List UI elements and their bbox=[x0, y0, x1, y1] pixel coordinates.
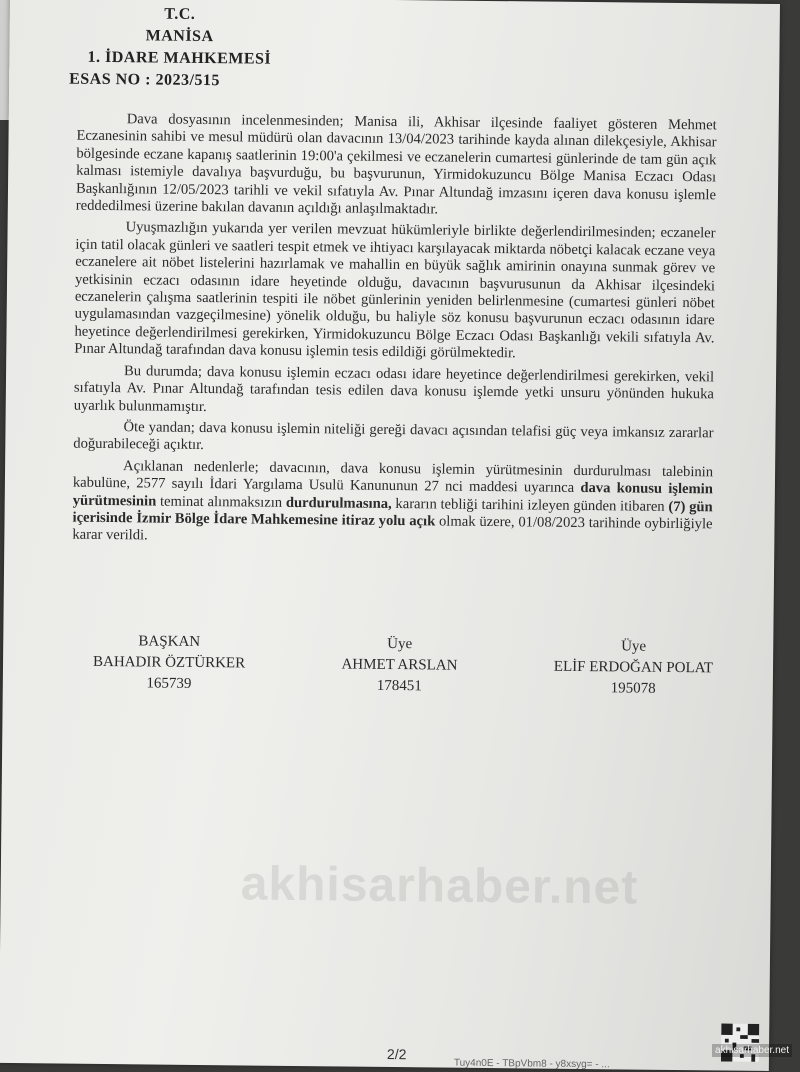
page-number: 2/2 bbox=[386, 1045, 407, 1063]
signature-member-1 bbox=[341, 633, 458, 697]
p5-bold-b: dava konusu işlemin yürütmesinin bbox=[72, 480, 713, 510]
paragraph-3: Bu durumda; dava konusu işlemin eczacı odası idare heyetince değerlendirilmesi gerekirken, vekil sıfatıyla Av. Pınar Altundağ tarafından tesis edilen dava konusu işlemde yetki unsuru yönünden hukuka uyarlık bulunmamıştır. bbox=[73, 362, 715, 415]
p5-text-a: Açıklanan nedenlerle; davacının, dava konusu işlemin yürütmesinin durdurulması talebinin kabulüne, 2577 sayılı İdari Yargılama Usulü Kanununun 27 nci maddesi uyarınca bbox=[72, 457, 714, 497]
header-court: 1. İDARE MAHKEMESİ bbox=[87, 48, 272, 68]
watermark-text: akhisarhaber.net bbox=[240, 857, 639, 915]
signature-number: 178451 bbox=[376, 677, 422, 695]
site-badge: akhisarhaber.net bbox=[712, 1044, 792, 1057]
signature-role: BAŞKAN bbox=[138, 633, 201, 650]
signature-president bbox=[93, 631, 246, 696]
header-tc: T.C. bbox=[164, 5, 196, 23]
p5-bold-f: (7) gün içerisinde İzmir Bölge İdare Mahkemesine itiraz yolu açık bbox=[72, 498, 713, 530]
signature-role: Üye bbox=[387, 635, 413, 653]
signature-name: BAHADIR ÖZTÜRKER bbox=[92, 653, 246, 672]
p5-text-g: olmak üzere, 01/08/2023 tarihinde oybirliğiyle karar verildi. bbox=[72, 513, 713, 544]
signature-number: 165739 bbox=[146, 675, 192, 692]
signature-name: AHMET ARSLAN bbox=[341, 656, 458, 674]
paragraph-1: Dava dosyasının incelenmesinden; Manisa ili, Akhisar ilçesinde faaliyet gösteren Mehmet Eczanesinin sahibi ve mesul müdürü olan davacının 13/04/2023 tarihinde kayda alınan dilekçesiyle, Akhisar bölgesinde eczane kapanış saatlerinin 19:00'a çekilmesi ve eczanelerin cumartesi günlerinde de tam gün açık kalması istemiyle davalıya başvurduğu, bu başvurunun, Yirmidokuzuncu Bölge Manisa Eczacı Odası Başkanlığının 12/05/2023 tarihli ve vekil sıfatıyla Av. Pınar Altundağ imzasını içeren dava konusu işlemle reddedilmesi üzerine bakılan davanın açıldığı anlaşılmaktadır. bbox=[75, 111, 717, 218]
paragraph-5 bbox=[72, 457, 713, 551]
decision-body bbox=[72, 111, 717, 555]
signature-member-2 bbox=[554, 636, 714, 701]
p5-text-e: kararın tebliği tarihini izleyen günden itibaren bbox=[391, 495, 669, 515]
court-header bbox=[69, 3, 290, 93]
paragraph-2: Uyuşmazlığın yukarıda yer verilen mevzuat hükümleriyle birlikte değerlendirilmesinden; eczaneler için tatil olacak günleri ve saatleri tespit etmek ve ihtiyacı karşılayacak miktarda nöbetçi kalacak eczane veya eczanelere ait nöbet listelerini hazırlamak ve mahallin en büyük sağlık amirinin onayına sunmak görev ve yetkisinin eczacı odasının idare heyetinde olduğu, davacının başvurusunun da Akhisar ilçesindeki eczanelerin çalışma saatlerinin tespiti ile nöbet günlerinin yeniden belirlenmesine (cumartesi günleri nöbet uygulamasından vazgeçilmesine) yönelik olduğu, bu haliyle söz konusu başvurunun eczacı odasının idare heyetince değerlendirilmesi gerekirken, Yirmidokuzuncu Bölge Eczacı Odası Başkanlığı vekili sıfatıyla Av. Pınar Altundağ tarafından dava konusu işlemin tesis edildiği görülmektedir. bbox=[74, 219, 716, 362]
p5-text-c: teminat alınmaksızın bbox=[156, 493, 286, 511]
signature-number: 195078 bbox=[610, 680, 656, 697]
paragraph-4: Öte yandan; dava konusu işlemin niteliği gereği davacı açısından telafisi güç veya imkansız zararlar doğurabileceği açıktır. bbox=[73, 419, 714, 454]
header-city: MANİSA bbox=[145, 27, 214, 46]
signature-role: Üye bbox=[621, 638, 647, 655]
case-number: ESAS NO : 2023/515 bbox=[69, 70, 221, 90]
footer-verification-code: Tuy4n0E - TBpVbm8 - y8xsyg= - ... bbox=[453, 1057, 610, 1071]
p5-bold-d: durdurulmasına, bbox=[285, 494, 392, 512]
signature-block bbox=[93, 631, 714, 700]
signature-name: ELİF ERDOĞAN POLAT bbox=[553, 658, 714, 677]
